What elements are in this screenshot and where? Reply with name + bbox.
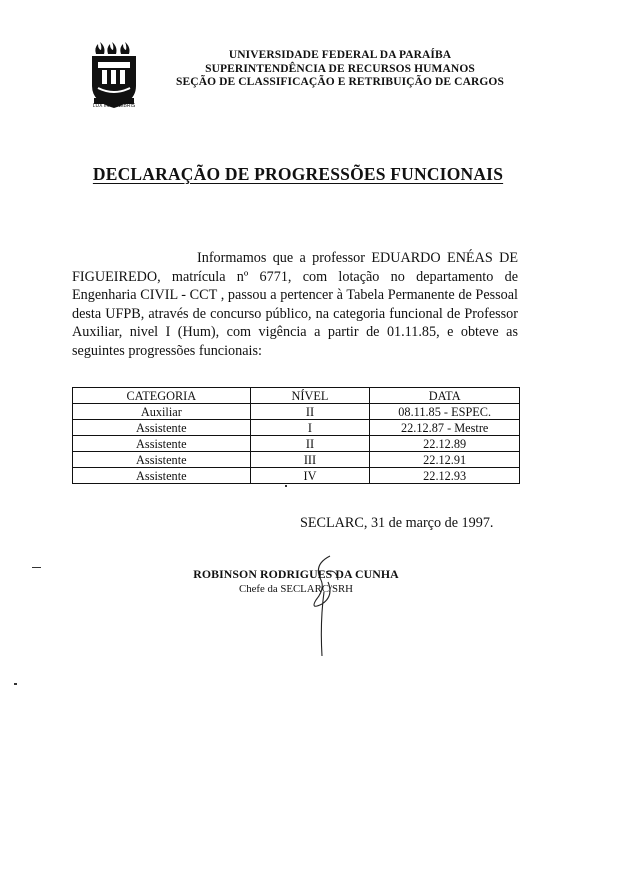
cell-level: IV	[250, 468, 370, 484]
margin-mark	[32, 567, 41, 568]
place-and-date: SECLARC, 31 de março de 1997.	[300, 515, 494, 531]
table-header-row	[73, 388, 520, 404]
cell-category: Assistente	[73, 452, 251, 468]
cell-date: 22.12.87 - Mestre	[370, 420, 520, 436]
cell-level: III	[250, 452, 370, 468]
cell-category: Auxiliar	[73, 404, 251, 420]
table-row	[73, 404, 520, 420]
cell-date: 22.12.91	[370, 452, 520, 468]
column-header-category: CATEGORIA	[73, 388, 251, 404]
document-title: DECLARAÇÃO DE PROGRESSÕES FUNCIONAIS	[92, 164, 504, 184]
column-header-level: NÍVEL	[250, 388, 370, 404]
scan-speck	[285, 485, 287, 487]
cell-date: 08.11.85 - ESPEC.	[370, 404, 520, 420]
header-university: UNIVERSIDADE FEDERAL DA PARAÍBA	[228, 49, 452, 61]
cell-category: Assistente	[73, 436, 251, 452]
cell-level: I	[250, 420, 370, 436]
signatory-role: Chefe da SECLARC/SRH	[239, 583, 353, 595]
table-row	[73, 436, 520, 452]
header-section: SEÇÃO DE CLASSIFICAÇÃO E RETRIBUIÇÃO DE CARGOS	[176, 76, 504, 88]
declaration-paragraph	[72, 249, 518, 361]
table-row	[73, 468, 520, 484]
cell-date: 22.12.89	[370, 436, 520, 452]
university-crest-icon	[88, 40, 140, 112]
table-row	[73, 420, 520, 436]
header-superintendency: SUPERINTENDÊNCIA DE RECURSOS HUMANOS	[205, 62, 475, 75]
progressions-table	[72, 387, 520, 484]
declaration-text: Informamos que a professor EDUARDO ENÉAS DE FIGUEIREDO, matrícula nº 6771, com lotação no departamento de Engenharia CIVIL - CCT , passou a pertencer à Tabela Permanente de Pessoal desta UFPB, através de concurso público, na categoria funcional de Professor Auxiliar, nivel I (Hum), com vigência a partir de 01.11.85, e obteve as seguintes progressões funcionais:	[72, 250, 518, 359]
cell-category: Assistente	[73, 468, 251, 484]
margin-mark	[14, 683, 17, 685]
cell-level: II	[250, 436, 370, 452]
crest-motto: LUX IN TENEBRIS	[92, 103, 136, 109]
cell-date: 22.12.93	[370, 468, 520, 484]
signatory-name: ROBINSON RODRIGUES DA CUNHA	[193, 567, 399, 581]
cell-category: Assistente	[73, 420, 251, 436]
column-header-date: DATA	[370, 388, 520, 404]
institution-header	[170, 49, 510, 90]
cell-level: II	[250, 404, 370, 420]
table-row	[73, 452, 520, 468]
